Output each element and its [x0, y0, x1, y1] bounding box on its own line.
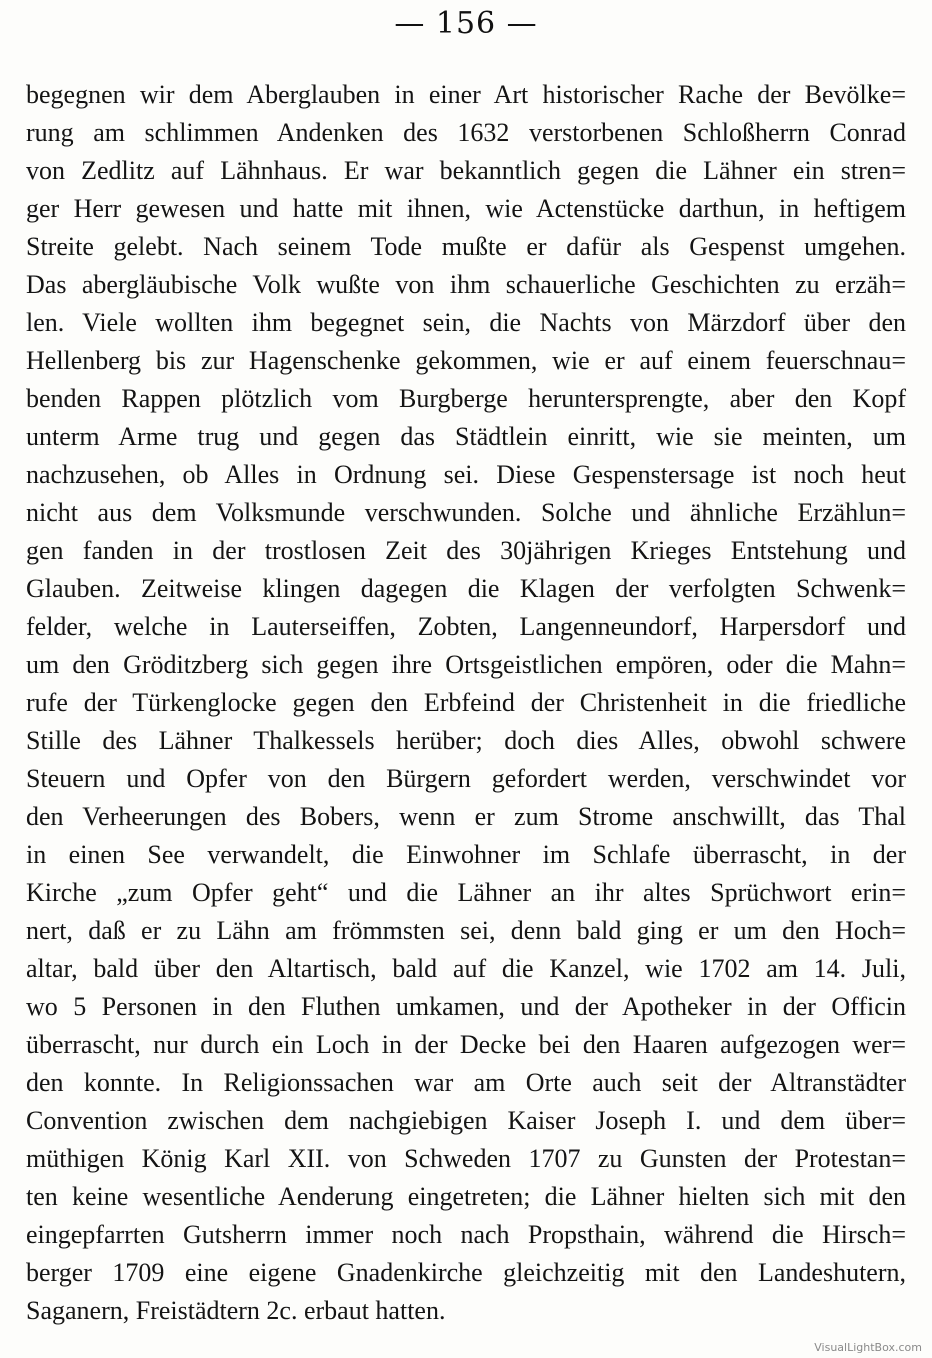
watermark: VisualLightBox.com — [814, 1341, 922, 1354]
text-line: ger Herr gewesen und hatte mit ihnen, wie Actenstücke darthun, in heftigem — [26, 194, 906, 223]
text-line: Das abergläubische Volk wußte von ihm schauerliche Geschichten zu erzäh= — [26, 270, 906, 299]
body-text — [26, 76, 906, 1330]
text-line: Streite gelebt. Nach seinem Tode mußte er dafür als Gespenst umgehen. — [26, 232, 906, 261]
text-line: Glauben. Zeitweise klingen dagegen die Klagen der verfolgten Schwenk= — [26, 574, 906, 603]
text-line: nert, daß er zu Lähn am frömmsten sei, denn bald ging er um den Hoch= — [26, 916, 906, 945]
text-line: Stille des Lähner Thalkessels herüber; doch dies Alles, obwohl schwere — [26, 726, 906, 755]
text-line: Kirche „zum Opfer geht“ und die Lähner an ihr altes Sprüchwort erin= — [26, 878, 906, 907]
text-line: rung am schlimmen Andenken des 1632 verstorbenen Schloßherrn Conrad — [26, 118, 906, 147]
text-line: müthigen König Karl XII. von Schweden 1707 zu Gunsten der Protestan= — [26, 1144, 906, 1173]
text-line: wo 5 Personen in den Fluthen umkamen, und der Apotheker in der Officin — [26, 992, 906, 1021]
text-line: ten keine wesentliche Aenderung eingetreten; die Lähner hielten sich mit den — [26, 1182, 906, 1211]
text-line: rufe der Türkenglocke gegen den Erbfeind der Christenheit in die friedliche — [26, 688, 906, 717]
text-line: altar, bald über den Altartisch, bald auf die Kanzel, wie 1702 am 14. Juli, — [26, 954, 906, 983]
text-line: benden Rappen plötzlich vom Burgberge heruntersprengte, aber den Kopf — [26, 384, 906, 413]
text-line: gen fanden in der trostlosen Zeit des 30jährigen Krieges Entstehung und — [26, 536, 906, 565]
text-line: Saganern, Freistädtern 2c. erbaut hatten. — [26, 1296, 446, 1325]
text-line: nachzusehen, ob Alles in Ordnung sei. Diese Gespenstersage ist noch heut — [26, 460, 906, 489]
text-line: überrascht, nur durch ein Loch in der Decke bei den Haaren aufgezogen wer= — [26, 1030, 906, 1059]
text-line: Convention zwischen dem nachgiebigen Kaiser Joseph I. und dem über= — [26, 1106, 906, 1135]
text-line: felder, welche in Lauterseiffen, Zobten, Langenneundorf, Harpersdorf und — [26, 612, 906, 641]
text-line: Hellenberg bis zur Hagenschenke gekommen, wie er auf einem feuerschnau= — [26, 346, 906, 375]
page-number: — 156 — — [394, 6, 538, 41]
text-line: Steuern und Opfer von den Bürgern gefordert werden, verschwindet vor — [26, 764, 906, 793]
text-line: von Zedlitz auf Lähnhaus. Er war bekanntlich gegen die Lähner ein stren= — [26, 156, 906, 185]
text-line: eingepfarrten Gutsherrn immer noch nach Propsthain, während die Hirsch= — [26, 1220, 906, 1249]
text-line: len. Viele wollten ihm begegnet sein, die Nachts von Märzdorf über den — [26, 308, 906, 337]
text-line: um den Gröditzberg sich gegen ihre Ortsgeistlichen empören, oder die Mahn= — [26, 650, 906, 679]
text-line: in einen See verwandelt, die Einwohner im Schlafe überrascht, in der — [26, 840, 906, 869]
text-line: den Verheerungen des Bobers, wenn er zum Strome anschwillt, das Thal — [26, 802, 906, 831]
text-line: unterm Arme trug und gegen das Städtlein einritt, wie sie meinten, um — [26, 422, 906, 451]
text-line: begegnen wir dem Aberglauben in einer Art historischer Rache der Bevölke= — [26, 80, 906, 109]
text-line: nicht aus dem Volksmunde verschwunden. Solche und ähnliche Erzählun= — [26, 498, 906, 527]
text-line: den konnte. In Religionssachen war am Orte auch seit der Altranstädter — [26, 1068, 906, 1097]
text-line: berger 1709 eine eigene Gnadenkirche gleichzeitig mit den Landeshutern, — [26, 1258, 906, 1287]
